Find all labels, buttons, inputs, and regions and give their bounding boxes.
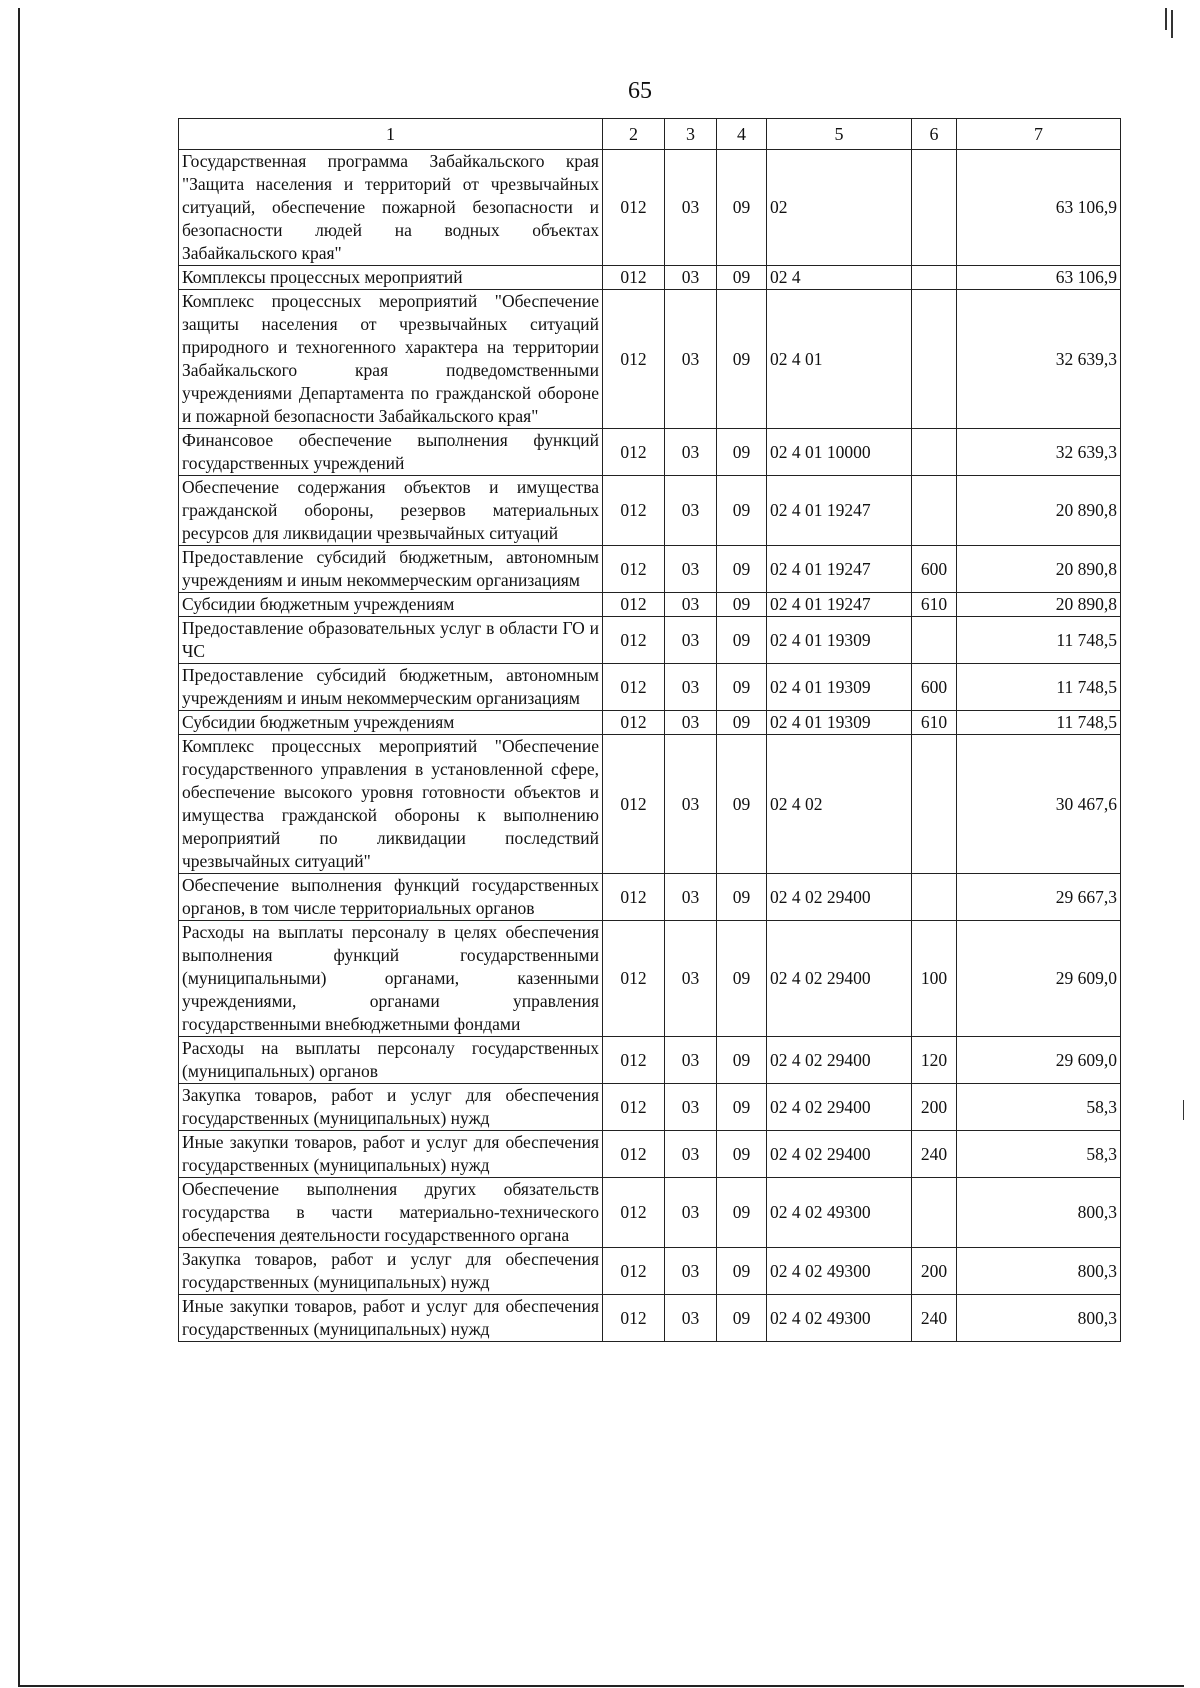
admin-code: 012 [603,476,665,546]
column-header: 2 [603,119,665,150]
subsection-code: 09 [717,711,767,735]
row-name: Субсидии бюджетным учреждениям [179,711,603,735]
section-code: 03 [665,711,717,735]
table-row [179,1084,1121,1131]
expense-type-code [912,735,957,874]
admin-code: 012 [603,266,665,290]
subsection-code: 09 [717,1178,767,1248]
amount: 800,3 [957,1295,1121,1342]
section-code: 03 [665,1248,717,1295]
budget-table [178,118,1121,1342]
section-code: 03 [665,1037,717,1084]
subsection-code: 09 [717,735,767,874]
target-article-code: 02 4 02 49300 [767,1178,912,1248]
expense-type-code: 240 [912,1131,957,1178]
amount: 32 639,3 [957,290,1121,429]
row-name: Предоставление образовательных услуг в области ГО и ЧС [179,617,603,664]
row-name: Финансовое обеспечение выполнения функций государственных учреждений [179,429,603,476]
amount: 29 609,0 [957,921,1121,1037]
expense-type-code [912,266,957,290]
table-row [179,266,1121,290]
admin-code: 012 [603,593,665,617]
target-article-code: 02 4 01 19309 [767,711,912,735]
table-row [179,150,1121,266]
column-header: 1 [179,119,603,150]
row-name: Иные закупки товаров, работ и услуг для обеспечения государственных (муниципальных) нужд [179,1131,603,1178]
admin-code: 012 [603,735,665,874]
admin-code: 012 [603,150,665,266]
admin-code: 012 [603,617,665,664]
subsection-code: 09 [717,1131,767,1178]
admin-code: 012 [603,1178,665,1248]
expense-type-code: 120 [912,1037,957,1084]
column-header: 4 [717,119,767,150]
row-name: Обеспечение содержания объектов и имущества гражданской обороны, резервов материальных ресурсов для ликвидации чрезвычайных ситуаций [179,476,603,546]
admin-code: 012 [603,921,665,1037]
expense-type-code: 200 [912,1084,957,1131]
table-row [179,290,1121,429]
section-code: 03 [665,546,717,593]
section-code: 03 [665,1295,717,1342]
subsection-code: 09 [717,1084,767,1131]
table-row [179,546,1121,593]
scan-edge-mark [1183,1100,1184,1120]
subsection-code: 09 [717,593,767,617]
amount: 32 639,3 [957,429,1121,476]
target-article-code: 02 4 02 49300 [767,1295,912,1342]
target-article-code: 02 4 02 29400 [767,874,912,921]
target-article-code: 02 4 [767,266,912,290]
scan-edge-mark [1165,8,1167,30]
target-article-code: 02 4 01 10000 [767,429,912,476]
expense-type-code [912,429,957,476]
amount: 11 748,5 [957,617,1121,664]
subsection-code: 09 [717,921,767,1037]
target-article-code: 02 4 01 19309 [767,664,912,711]
amount: 20 890,8 [957,476,1121,546]
amount: 63 106,9 [957,150,1121,266]
subsection-code: 09 [717,617,767,664]
target-article-code: 02 4 02 [767,735,912,874]
expense-type-code [912,476,957,546]
expense-type-code [912,1178,957,1248]
section-code: 03 [665,874,717,921]
row-name: Комплексы процессных мероприятий [179,266,603,290]
amount: 63 106,9 [957,266,1121,290]
row-name: Закупка товаров, работ и услуг для обеспечения государственных (муниципальных) нужд [179,1248,603,1295]
table-row [179,874,1121,921]
amount: 20 890,8 [957,593,1121,617]
subsection-code: 09 [717,266,767,290]
target-article-code: 02 4 02 29400 [767,1037,912,1084]
amount: 11 748,5 [957,664,1121,711]
header-row [179,119,1121,150]
column-header: 6 [912,119,957,150]
table-row [179,617,1121,664]
table-row [179,1037,1121,1084]
row-name: Предоставление субсидий бюджетным, автономным учреждениям и иным некоммерческим организациям [179,664,603,711]
expense-type-code: 200 [912,1248,957,1295]
table-row [179,476,1121,546]
expense-type-code: 240 [912,1295,957,1342]
amount: 800,3 [957,1248,1121,1295]
section-code: 03 [665,429,717,476]
section-code: 03 [665,1178,717,1248]
row-name: Расходы на выплаты персоналу в целях обеспечения выполнения функций государственными (муниципальными) органами, казенными учреждениями, органами управления государственными внебюджетными фондами [179,921,603,1037]
amount: 29 667,3 [957,874,1121,921]
section-code: 03 [665,290,717,429]
amount: 58,3 [957,1131,1121,1178]
column-header: 3 [665,119,717,150]
expense-type-code: 600 [912,546,957,593]
row-name: Иные закупки товаров, работ и услуг для обеспечения государственных (муниципальных) нужд [179,1295,603,1342]
target-article-code: 02 4 01 19309 [767,617,912,664]
target-article-code: 02 4 01 19247 [767,593,912,617]
target-article-code: 02 4 02 49300 [767,1248,912,1295]
target-article-code: 02 4 02 29400 [767,1131,912,1178]
admin-code: 012 [603,1295,665,1342]
table-row [179,664,1121,711]
target-article-code: 02 [767,150,912,266]
row-name: Субсидии бюджетным учреждениям [179,593,603,617]
subsection-code: 09 [717,1037,767,1084]
column-header: 5 [767,119,912,150]
row-name: Государственная программа Забайкальского края "Защита населения и территорий от чрезвычайных ситуаций, обеспечение пожарной безопасности и безопасности людей на водных объектах Забайкальского края" [179,150,603,266]
section-code: 03 [665,476,717,546]
table-body [179,150,1121,1342]
table-row [179,429,1121,476]
admin-code: 012 [603,711,665,735]
section-code: 03 [665,921,717,1037]
expense-type-code [912,617,957,664]
row-name: Обеспечение выполнения функций государственных органов, в том числе территориальных органов [179,874,603,921]
expense-type-code [912,874,957,921]
row-name: Закупка товаров, работ и услуг для обеспечения государственных (муниципальных) нужд [179,1084,603,1131]
target-article-code: 02 4 02 29400 [767,921,912,1037]
row-name: Предоставление субсидий бюджетным, автономным учреждениям и иным некоммерческим организациям [179,546,603,593]
admin-code: 012 [603,1248,665,1295]
amount: 58,3 [957,1084,1121,1131]
subsection-code: 09 [717,1295,767,1342]
amount: 11 748,5 [957,711,1121,735]
amount: 30 467,6 [957,735,1121,874]
table-row [179,593,1121,617]
target-article-code: 02 4 01 [767,290,912,429]
expense-type-code: 610 [912,711,957,735]
section-code: 03 [665,1131,717,1178]
admin-code: 012 [603,1037,665,1084]
subsection-code: 09 [717,429,767,476]
expense-type-code [912,290,957,429]
section-code: 03 [665,617,717,664]
expense-type-code [912,150,957,266]
expense-type-code: 600 [912,664,957,711]
table-row [179,1295,1121,1342]
table-row [179,735,1121,874]
page-number: 65 [628,78,652,104]
amount: 800,3 [957,1178,1121,1248]
expense-type-code: 100 [912,921,957,1037]
subsection-code: 09 [717,290,767,429]
subsection-code: 09 [717,476,767,546]
target-article-code: 02 4 02 29400 [767,1084,912,1131]
section-code: 03 [665,1084,717,1131]
section-code: 03 [665,266,717,290]
amount: 20 890,8 [957,546,1121,593]
admin-code: 012 [603,664,665,711]
row-name: Комплекс процессных мероприятий "Обеспечение защиты населения от чрезвычайных ситуаций природного и техногенного характера на территории Забайкальского края подведомственными учреждениями Департамента по гражданской обороне и пожарной безопасности Забайкальского края" [179,290,603,429]
table-row [179,921,1121,1037]
section-code: 03 [665,664,717,711]
admin-code: 012 [603,1131,665,1178]
row-name: Комплекс процессных мероприятий "Обеспечение государственного управления в установленной сфере, обеспечение высокого уровня готовности объектов и имущества гражданской обороны к выполнению мероприятий по ликвидации последствий чрезвычайных ситуаций" [179,735,603,874]
subsection-code: 09 [717,874,767,921]
table-row [179,1248,1121,1295]
row-name: Расходы на выплаты персоналу государственных (муниципальных) органов [179,1037,603,1084]
target-article-code: 02 4 01 19247 [767,546,912,593]
admin-code: 012 [603,546,665,593]
table-row [179,1178,1121,1248]
admin-code: 012 [603,429,665,476]
admin-code: 012 [603,290,665,429]
row-name: Обеспечение выполнения других обязательств государства в части материально-технического обеспечения деятельности государственного органа [179,1178,603,1248]
column-header: 7 [957,119,1121,150]
admin-code: 012 [603,874,665,921]
expense-type-code: 610 [912,593,957,617]
subsection-code: 09 [717,1248,767,1295]
table-row [179,711,1121,735]
section-code: 03 [665,593,717,617]
subsection-code: 09 [717,546,767,593]
scan-edge-mark [1171,10,1173,38]
section-code: 03 [665,150,717,266]
amount: 29 609,0 [957,1037,1121,1084]
table-row [179,1131,1121,1178]
admin-code: 012 [603,1084,665,1131]
target-article-code: 02 4 01 19247 [767,476,912,546]
section-code: 03 [665,735,717,874]
subsection-code: 09 [717,150,767,266]
subsection-code: 09 [717,664,767,711]
